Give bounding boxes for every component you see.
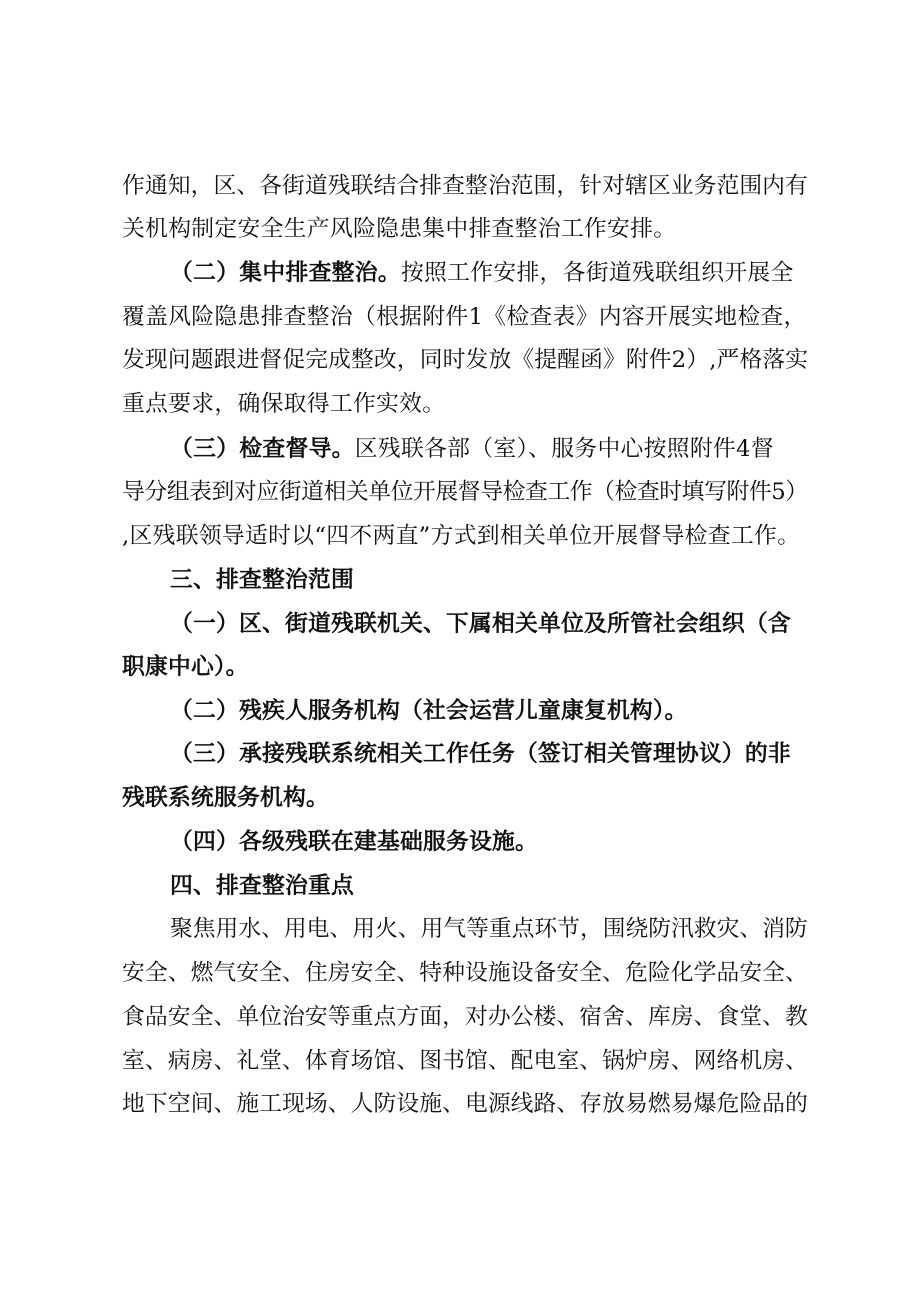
paragraph-line: 导分组表到对应街道相关单位开展督导检查工作（检查时填写附件5）	[122, 479, 808, 505]
paragraph-line: 食品安全、单位治安等重点方面，对办公楼、宿舍、库房、食堂、教	[122, 1004, 808, 1030]
scope-item-1: （一）区、街道残联机关、下属相关单位及所管社会组织（含	[170, 611, 791, 637]
paragraph-line: 地下空间、施工现场、人防设施、电源线路、存放易燃易爆危险品的	[122, 1091, 808, 1117]
paragraph-line: 安全、燃气安全、住房安全、特种设施设备安全、危险化学品安全、	[122, 960, 808, 986]
paragraph-line: 覆盖风险隐患排查整治（根据附件1《检查表》内容开展实地检查，	[122, 304, 807, 330]
section-heading-scope: 三、排查整治范围	[170, 567, 354, 593]
scope-item-2: （二）残疾人服务机构（社会运营儿童康复机构）。	[170, 698, 688, 724]
scope-item-4: （四）各级残联在建基础服务设施。	[170, 829, 538, 855]
subsection-heading: （二）集中排查整治。	[170, 260, 401, 286]
subsection-heading: （三）检查督导。	[170, 436, 355, 462]
section-heading-focus: 四、排查整治重点	[170, 873, 354, 899]
paragraph-line: 发现问题跟进督促完成整改，同时发放《提醒函》附件2）,严格落实	[122, 347, 809, 373]
subsection-body: 区残联各部（室）、服务中心按照附件4督	[354, 436, 774, 462]
paragraph-line: 室、病房、礼堂、体育场馆、图书馆、配电室、锅炉房、网络机房、	[122, 1048, 808, 1074]
paragraph-line: 聚焦用水、用电、用火、用气等重点环节，围绕防汛救灾、消防	[170, 916, 808, 942]
scope-item-3-cont: 残联系统服务机构。	[122, 785, 329, 811]
paragraph-line: ,区残联领导适时以“四不两直”方式到相关单位开展督导检查工作。	[122, 523, 801, 549]
subsection-intensive-inspection	[170, 258, 794, 288]
scope-item-3: （三）承接残联系统相关工作任务（签订相关管理协议）的非	[170, 741, 791, 767]
paragraph-line: 重点要求，确保取得工作实效。	[122, 391, 446, 417]
paragraph-line: 关机构制定安全生产风险隐患集中排查整治工作安排。	[122, 216, 677, 242]
subsection-supervision	[170, 434, 774, 464]
scope-item-1-cont: 职康中心）。	[122, 654, 249, 680]
subsection-body: 按照工作安排，各街道残联组织开展全	[400, 260, 794, 286]
paragraph-line: 作通知，区、各街道残联结合排查整治范围，针对辖区业务范围内有	[122, 173, 808, 199]
